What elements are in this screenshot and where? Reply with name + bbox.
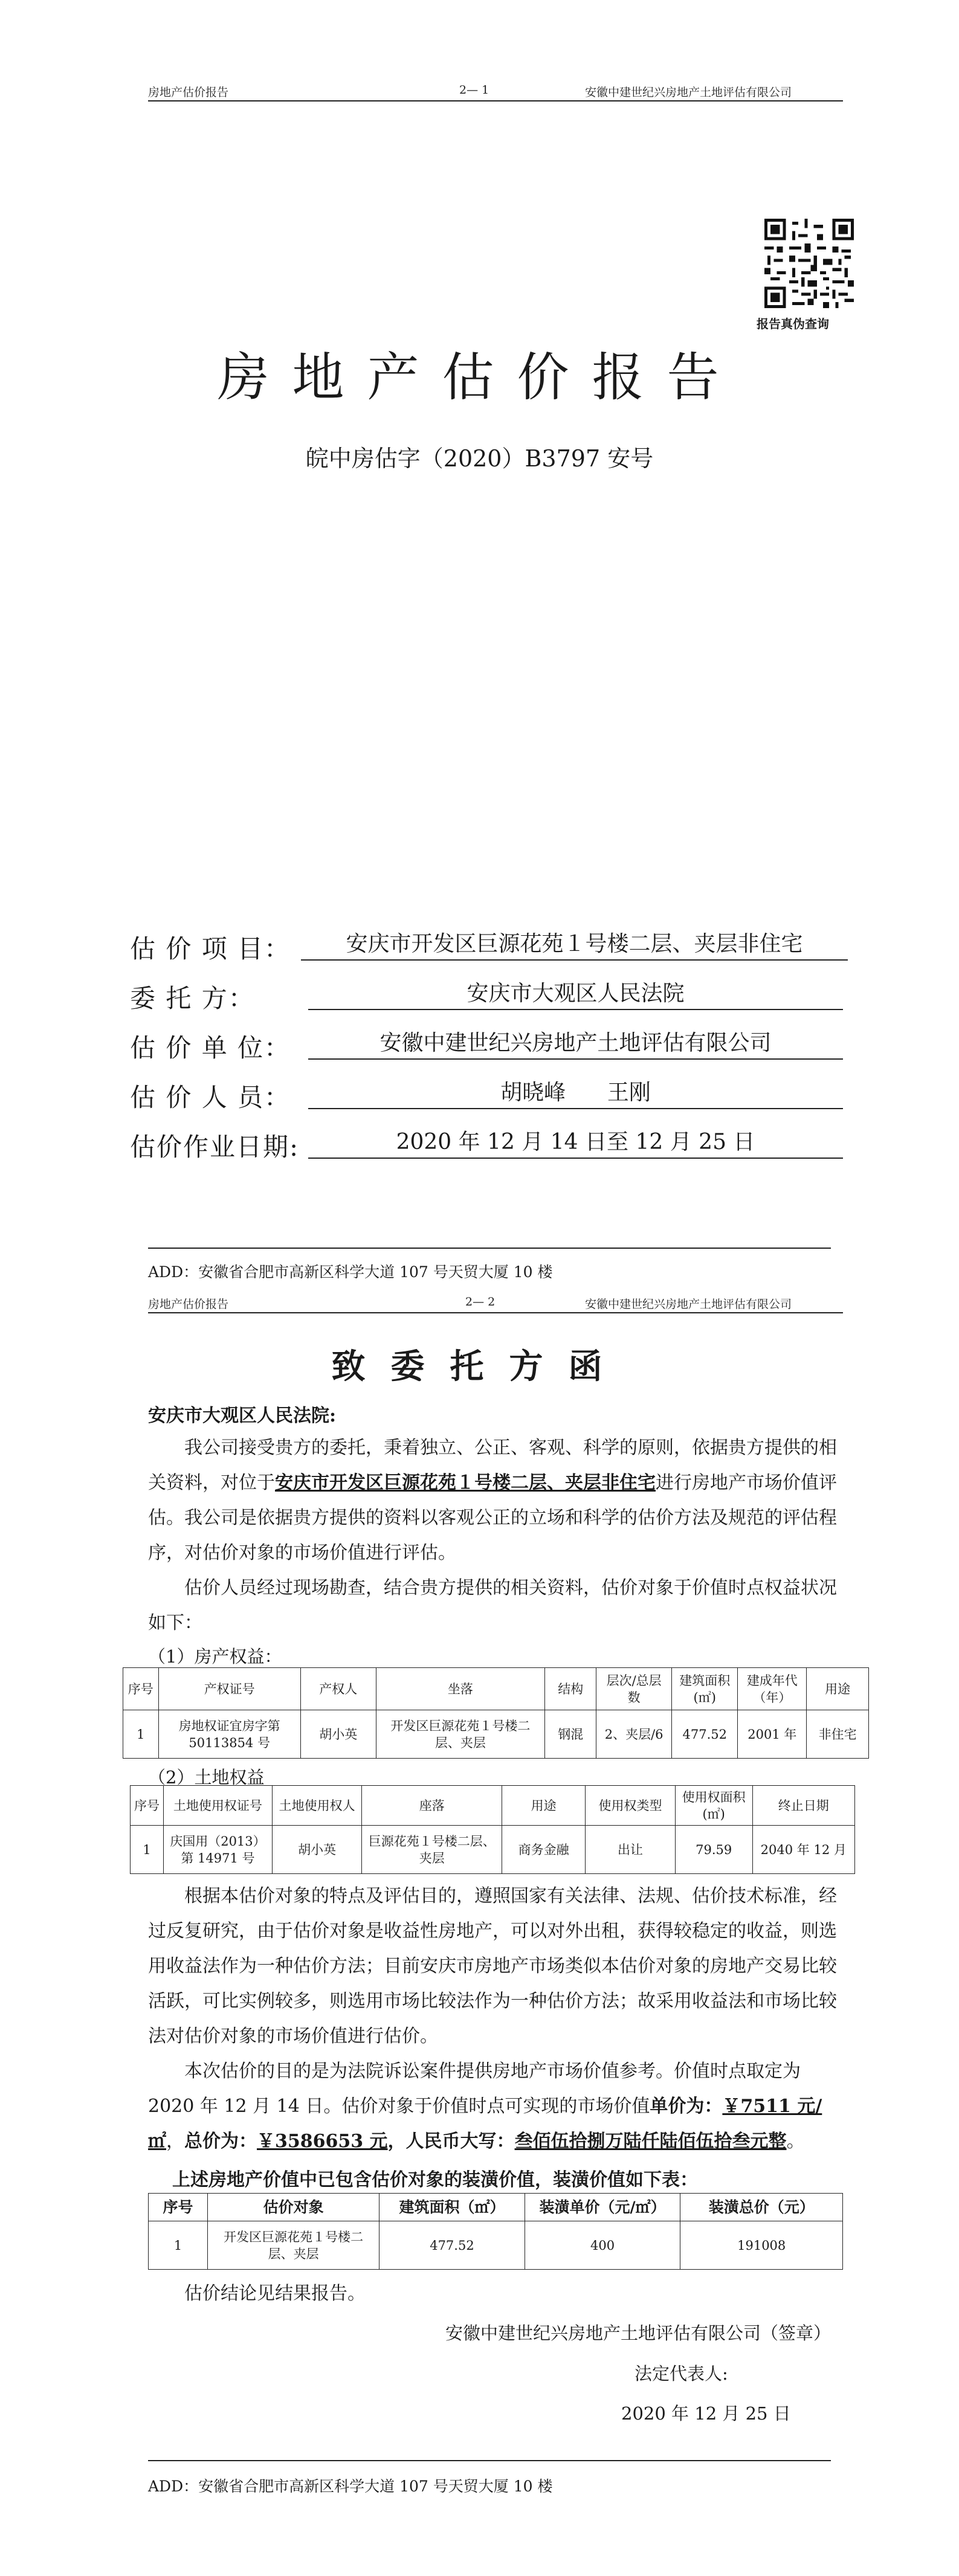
paragraph-valuation-result: 本次估价的目的是为法院诉讼案件提供房地产市场价值参考。价值时点取定为 2020 年 12 月 14 日。估价对象于价值时点可实现的市场价值单价为：￥7511 元/㎡，总价为：￥3586653 元，人民币大写：叁佰伍拾捌万陆仟陆佰伍拾叁元整。 <box>148 2061 822 2152</box>
field-label-client: 委 托 方： <box>130 984 255 1013</box>
table-cell: 房地权证宜房字第 50113854 号 <box>158 1710 300 1759</box>
table-cell: 1 <box>123 1710 159 1759</box>
signature-company: 安徽中建世纪兴房地产土地评估有限公司（签章） <box>445 2323 831 2343</box>
table-cell: 1 <box>131 1826 164 1874</box>
deco-col-header: 序号 <box>149 2194 208 2221</box>
land-col-header: 使用权面积(㎡) <box>675 1786 752 1826</box>
header-right-2: 安徽中建世纪兴房地产土地评估有限公司 <box>585 1298 792 1311</box>
table-cell: 巨源花苑１号楼二层、夹层 <box>362 1826 502 1874</box>
report-title: 房地产估价报告 <box>217 347 742 408</box>
land-col-header: 序号 <box>131 1786 164 1826</box>
header-page-number: 2— 1 <box>459 83 489 97</box>
table-cell: 商务金融 <box>502 1826 586 1874</box>
field-label-project: 估 价 项 目： <box>130 934 291 964</box>
subheading-land-rights: （2）土地权益 <box>148 1767 265 1788</box>
land-col-header: 使用权类型 <box>586 1786 676 1826</box>
deco-col-header: 装潢单价（元/㎡） <box>525 2194 680 2221</box>
house-rights-table <box>123 1667 869 1759</box>
deco-col-header: 建筑面积（㎡） <box>379 2194 525 2221</box>
field-label-work-date: 估价作业日期: <box>130 1132 300 1162</box>
land-rights-table <box>130 1785 855 1874</box>
footer-rule <box>148 1248 831 1249</box>
table-cell: 非住宅 <box>807 1710 869 1759</box>
header-left-2: 房地产估价报告 <box>148 1298 229 1311</box>
table-row <box>131 1826 855 1874</box>
house-col-header: 产权证号 <box>158 1668 300 1710</box>
field-value-client: 安庆市大观区人民法院 <box>308 979 843 1010</box>
document-number: 皖中房估字（2020）B3797 安号 <box>305 445 654 472</box>
field-value-project: 安庆市开发区巨源花苑１号楼二层、夹层非住宅 <box>301 929 848 961</box>
table-cell: 胡小英 <box>272 1826 362 1874</box>
deco-col-header: 估价对象 <box>208 2194 379 2221</box>
table-cell: 出让 <box>586 1826 676 1874</box>
land-col-header: 土地使用权人 <box>272 1786 362 1826</box>
signature-date: 2020 年 12 月 25 日 <box>621 2403 791 2424</box>
table-row <box>149 2221 843 2270</box>
field-value-firm: 安徽中建世纪兴房地产土地评估有限公司 <box>308 1028 843 1060</box>
table-cell: 胡小英 <box>300 1710 376 1759</box>
field-value-appraisers: 胡晓峰 王刚 <box>308 1078 843 1109</box>
header-left: 房地产估价报告 <box>148 86 229 99</box>
decoration-value-table <box>148 2193 843 2270</box>
subheading-house-rights: （1）房产权益： <box>148 1646 282 1667</box>
table-row <box>123 1710 869 1759</box>
paragraph-commission: 我公司接受贵方的委托，秉着独立、公正、客观、科学的原则，依据贵方提供的相关资料，对位于安庆市开发区巨源花苑１号楼二层、夹层非住宅进行房地产市场价值评估。我公司是依据贵方提供的资料以客观公正的立场和科学的估价方法及规范的评估程序，对估价对象的市场价值进行评估。 <box>148 1437 837 1563</box>
header-rule-2 <box>148 1312 843 1313</box>
table-cell: 191008 <box>680 2221 843 2270</box>
table-cell: 477.52 <box>379 2221 525 2270</box>
decoration-heading: 上述房地产价值中已包含估价对象的装潢价值，装潢价值如下表： <box>172 2169 698 2191</box>
table-cell: 钢混 <box>545 1710 596 1759</box>
footer-address-2: ADD：安徽省合肥市高新区科学大道 107 号天贸大厦 10 楼 <box>148 2478 553 2495</box>
signature-legal-representative: 法定代表人: <box>634 2363 728 2384</box>
table-cell: 477.52 <box>672 1710 738 1759</box>
qr-code-icon <box>764 219 854 308</box>
deco-col-header: 装潢总价（元） <box>680 2194 843 2221</box>
paragraph-survey: 估价人员经过现场勘查，结合贵方提供的相关资料，估价对象于价值时点权益状况如下： <box>148 1577 837 1634</box>
footer-rule-2 <box>148 2460 831 2461</box>
land-col-header: 座落 <box>362 1786 502 1826</box>
qr-caption: 报告真伪查询 <box>757 317 829 331</box>
paragraph-methodology: 根据本估价对象的特点及评估目的，遵照国家有关法律、法规、估价技术标准，经过反复研究，由于估价对象是收益性房地产，可以对外出租，获得较稳定的收益，则选用收益法作为一种估价方法；目前安庆市房地产市场类似本估价对象的房地产交易比较活跃，可比实例较多，则选用市场比较法作为一种估价方法；故采用收益法和市场比较法对估价对象的市场价值进行估价。 <box>148 1885 837 2047</box>
field-value-work-date: 2020 年 12 月 14 日至 12 月 25 日 <box>308 1127 843 1159</box>
table-cell: 2040 年 12 月 <box>752 1826 854 1874</box>
table-cell: 2001 年 <box>738 1710 807 1759</box>
table-cell: 开发区巨源花苑１号楼二层、夹层 <box>376 1710 545 1759</box>
house-col-header: 用途 <box>807 1668 869 1710</box>
house-col-header: 序号 <box>123 1668 159 1710</box>
field-label-firm: 估 价 单 位： <box>130 1033 291 1063</box>
house-col-header: 产权人 <box>300 1668 376 1710</box>
header-right: 安徽中建世纪兴房地产土地评估有限公司 <box>585 86 792 99</box>
table-cell: 庆国用（2013）第 14971 号 <box>164 1826 273 1874</box>
house-col-header: 建筑面积(㎡) <box>672 1668 738 1710</box>
table-cell: 79.59 <box>675 1826 752 1874</box>
table-cell: 开发区巨源花苑１号楼二层、夹层 <box>208 2221 379 2270</box>
land-col-header: 土地使用权证号 <box>164 1786 273 1826</box>
table-cell: 400 <box>525 2221 680 2270</box>
paragraph-conclusion-ref: 估价结论见结果报告。 <box>184 2283 366 2304</box>
table-cell: 2、夹层/6 <box>596 1710 672 1759</box>
house-col-header: 建成年代（年） <box>738 1668 807 1710</box>
letter-title: 致委托方函 <box>331 1347 628 1386</box>
header-rule <box>148 100 843 101</box>
house-col-header: 坐落 <box>376 1668 545 1710</box>
letter-addressee: 安庆市大观区人民法院: <box>148 1405 337 1426</box>
house-col-header: 结构 <box>545 1668 596 1710</box>
land-col-header: 终止日期 <box>752 1786 854 1826</box>
land-col-header: 用途 <box>502 1786 586 1826</box>
table-cell: 1 <box>149 2221 208 2270</box>
field-label-appraisers: 估 价 人 员： <box>130 1083 291 1112</box>
header-page-number-2: 2— 2 <box>465 1295 496 1309</box>
house-col-header: 层次/总层数 <box>596 1668 672 1710</box>
footer-address: ADD：安徽省合肥市高新区科学大道 107 号天贸大厦 10 楼 <box>148 1263 553 1281</box>
